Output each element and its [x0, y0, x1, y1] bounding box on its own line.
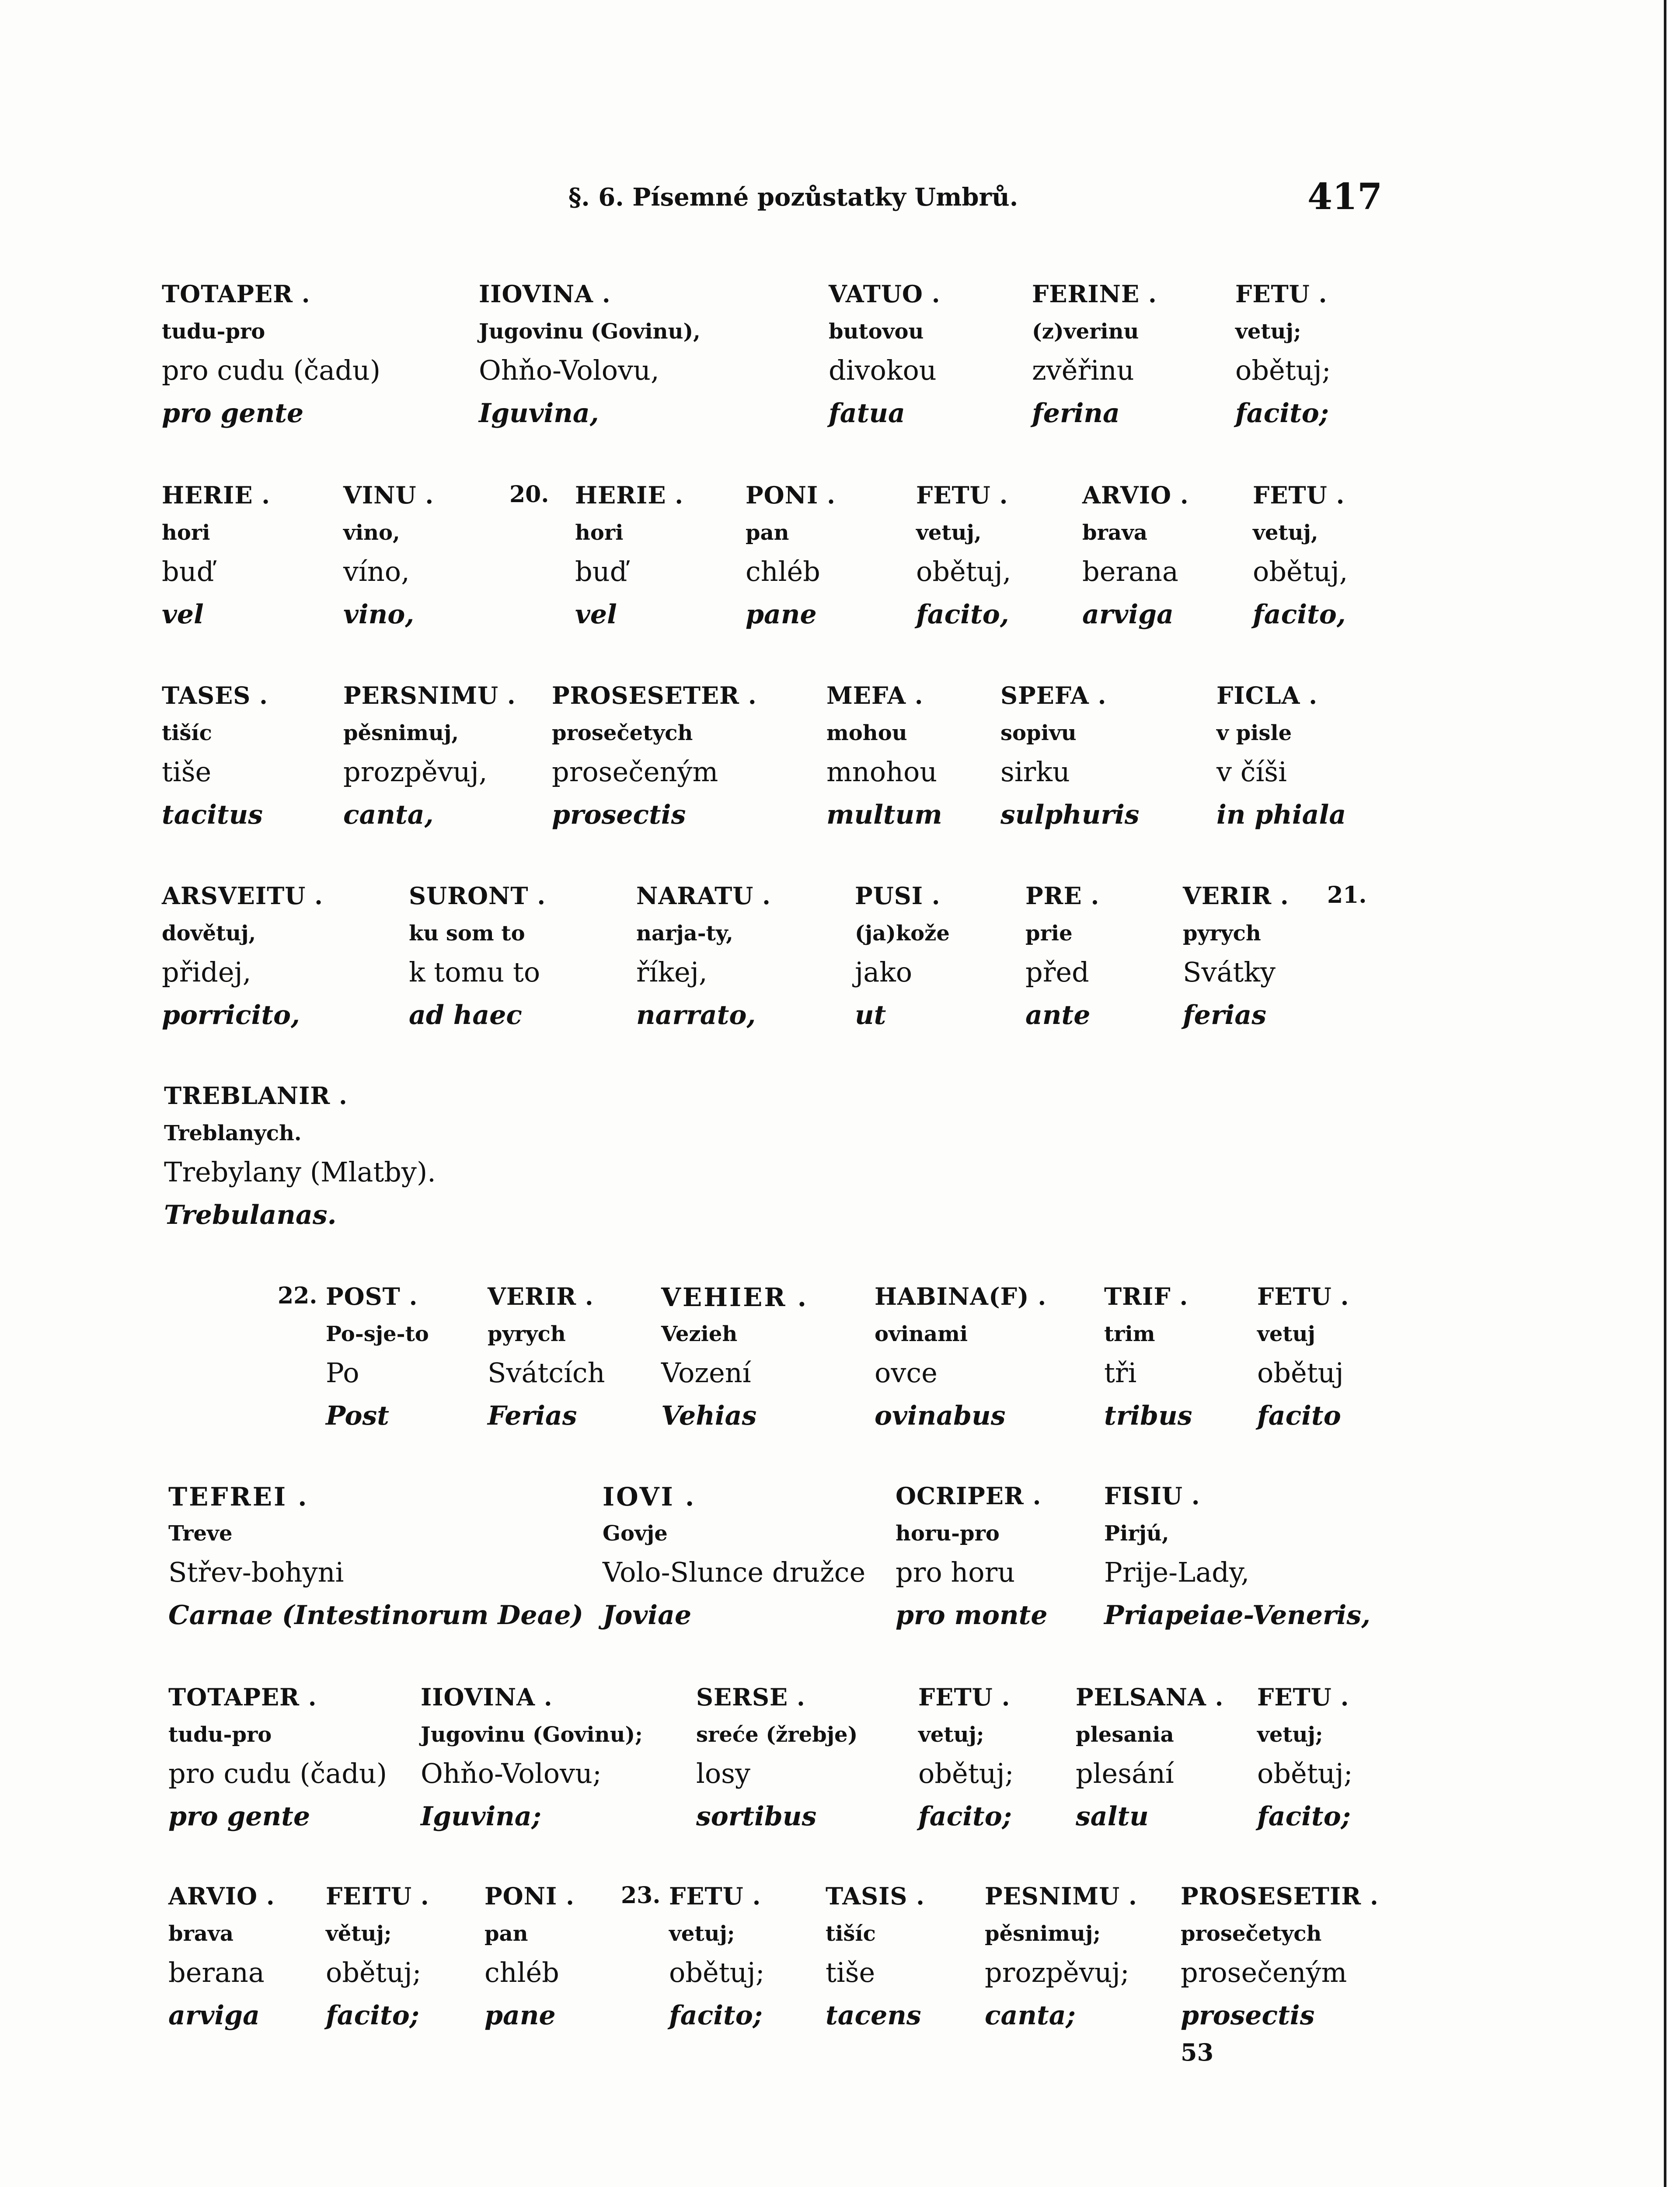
umbrian-word: TASES . — [162, 681, 268, 709]
czech-translation: berana — [168, 1956, 265, 1988]
czech-translation: říkej, — [636, 956, 708, 988]
czech-translation: tiše — [826, 1956, 875, 1988]
transliteration: tudu-pro — [162, 319, 265, 344]
czech-translation: Po — [326, 1357, 359, 1389]
latin-translation: fatua — [829, 398, 905, 429]
czech-translation: Trebylany (Mlatby). — [164, 1156, 436, 1188]
latin-translation: facito; — [1235, 398, 1329, 429]
czech-translation: losy — [696, 1757, 750, 1789]
transliteration: pyrych — [1183, 921, 1261, 946]
czech-translation: plesání — [1076, 1757, 1174, 1789]
czech-translation: prozpěvuj, — [343, 756, 488, 788]
transliteration: pan — [746, 521, 789, 545]
umbrian-word: TEFREI . — [168, 1482, 309, 1512]
latin-translation: multum — [826, 800, 942, 830]
umbrian-word: FISIU . — [1104, 1482, 1200, 1510]
transliteration: sreće (žrebje) — [696, 1722, 858, 1747]
umbrian-word: IOVI . — [603, 1482, 696, 1512]
umbrian-word: FETU . — [669, 1882, 761, 1910]
transliteration: Treblanych. — [164, 1121, 302, 1146]
umbrian-word: PESNIMU . — [985, 1882, 1137, 1910]
latin-translation: Post — [326, 1401, 390, 1431]
umbrian-word: ARVIO . — [168, 1882, 275, 1910]
umbrian-word: MEFA . — [826, 681, 924, 709]
umbrian-word: FICLA . — [1216, 681, 1318, 709]
transliteration: Pirjú, — [1104, 1521, 1169, 1546]
latin-translation: tacens — [826, 2000, 921, 2031]
czech-translation: chléb — [484, 1956, 559, 1988]
umbrian-word: VINU . — [343, 481, 434, 509]
latin-translation: sulphuris — [1000, 800, 1140, 830]
czech-translation: chléb — [746, 555, 820, 587]
latin-translation: Carnae (Intestinorum Deae) — [168, 1600, 583, 1631]
latin-translation: pane — [746, 599, 817, 630]
printer-signature-mark: 53 — [1181, 2038, 1214, 2066]
verse-number: 22. — [278, 1282, 317, 1309]
latin-translation: ovinabus — [875, 1401, 1006, 1431]
transliteration: (ja)kože — [855, 921, 950, 946]
transliteration: hori — [575, 521, 624, 545]
umbrian-word: TREBLANIR . — [164, 1082, 348, 1110]
transliteration: vetuj, — [916, 521, 982, 545]
latin-translation: ut — [855, 1000, 886, 1031]
latin-translation: Iguvina; — [421, 1801, 541, 1832]
transliteration: prosečetych — [552, 721, 693, 745]
running-header: §. 6. Písemné pozůstatky Umbrů. — [568, 183, 1018, 212]
czech-translation: tři — [1104, 1357, 1137, 1389]
latin-translation: ante — [1025, 1000, 1091, 1031]
verse-number: 23. — [621, 1882, 661, 1909]
latin-translation: pro gente — [168, 1801, 310, 1832]
umbrian-word: PELSANA . — [1076, 1683, 1224, 1711]
latin-translation: arviga — [1082, 599, 1174, 630]
latin-translation: facito, — [916, 599, 1009, 630]
transliteration: vetuj; — [1257, 1722, 1323, 1747]
czech-translation: tiše — [162, 756, 212, 788]
transliteration: vetuj; — [669, 1921, 735, 1946]
czech-translation: mnohou — [826, 756, 938, 788]
umbrian-word: FETU . — [1257, 1282, 1349, 1310]
transliteration: vino, — [343, 521, 400, 545]
latin-translation: ad haec — [409, 1000, 522, 1031]
transliteration: trim — [1104, 1322, 1155, 1346]
transliteration: hori — [162, 521, 210, 545]
latin-translation: vel — [575, 599, 617, 630]
latin-translation: vel — [162, 599, 204, 630]
latin-translation: pane — [484, 2000, 556, 2031]
latin-translation: facito; — [326, 2000, 419, 2031]
transliteration: plesania — [1076, 1722, 1174, 1747]
page-edge — [1664, 0, 1666, 2187]
latin-translation: vino, — [343, 599, 415, 630]
transliteration: horu-pro — [896, 1521, 1000, 1546]
czech-translation: buď — [162, 555, 214, 587]
transliteration: Treve — [168, 1521, 233, 1546]
transliteration: pěsnimuj; — [985, 1921, 1101, 1946]
czech-translation: pro cudu (čadu) — [162, 354, 381, 386]
latin-translation: Ferias — [488, 1401, 577, 1431]
latin-translation: in phiala — [1216, 800, 1346, 830]
umbrian-word: TASIS . — [826, 1882, 925, 1910]
transliteration: pan — [484, 1921, 528, 1946]
latin-translation: canta; — [985, 2000, 1076, 2031]
umbrian-word: FETU . — [918, 1683, 1011, 1711]
umbrian-word: HERIE . — [162, 481, 271, 509]
latin-translation: narrato, — [636, 1000, 756, 1031]
czech-translation: v číši — [1216, 756, 1287, 788]
transliteration: Vezieh — [661, 1322, 738, 1346]
latin-translation: sortibus — [696, 1801, 817, 1832]
czech-translation: pro horu — [896, 1556, 1015, 1588]
czech-translation: obětuj — [1257, 1357, 1344, 1389]
transliteration: narja-ty, — [636, 921, 733, 946]
czech-translation: obětuj; — [1257, 1757, 1353, 1789]
czech-translation: prosečeným — [552, 756, 718, 788]
umbrian-word: VATUO . — [829, 280, 941, 308]
umbrian-word: PRE . — [1025, 882, 1100, 910]
latin-translation: pro monte — [896, 1600, 1048, 1631]
czech-translation: jako — [855, 956, 913, 988]
umbrian-word: PONI . — [484, 1882, 575, 1910]
transliteration: tišíc — [162, 721, 212, 745]
latin-translation: canta, — [343, 800, 434, 830]
umbrian-word: HABINA(F) . — [875, 1282, 1047, 1310]
umbrian-word: TRIF . — [1104, 1282, 1189, 1310]
transliteration: sopivu — [1000, 721, 1077, 745]
umbrian-word: FETU . — [1257, 1683, 1349, 1711]
transliteration: pěsnimuj, — [343, 721, 459, 745]
umbrian-word: IIOVINA . — [421, 1683, 553, 1711]
umbrian-word: VEHIER . — [661, 1282, 808, 1312]
umbrian-word: NARATU . — [636, 882, 771, 910]
czech-translation: divokou — [829, 354, 937, 386]
latin-translation: tribus — [1104, 1401, 1192, 1431]
umbrian-word: PONI . — [746, 481, 836, 509]
umbrian-word: SPEFA . — [1000, 681, 1107, 709]
transliteration: tišíc — [826, 1921, 876, 1946]
czech-translation: obětuj; — [326, 1956, 422, 1988]
transliteration: ku som to — [409, 921, 525, 946]
umbrian-word: FETU . — [1253, 481, 1345, 509]
czech-translation: víno, — [343, 555, 410, 587]
latin-translation: facito; — [1257, 1801, 1351, 1832]
transliteration: dovětuj, — [162, 921, 256, 946]
transliteration: pyrych — [488, 1322, 566, 1346]
czech-translation: obětuj; — [669, 1956, 765, 1988]
umbrian-word: SERSE . — [696, 1683, 805, 1711]
umbrian-word: FERINE . — [1032, 280, 1157, 308]
czech-translation: k tomu to — [409, 956, 540, 988]
umbrian-word: TOTAPER . — [168, 1683, 317, 1711]
latin-translation: porricito, — [162, 1000, 300, 1031]
umbrian-word: FETU . — [1235, 280, 1328, 308]
latin-translation: ferina — [1032, 398, 1120, 429]
czech-translation: před — [1025, 956, 1089, 988]
transliteration: ovinami — [875, 1322, 968, 1346]
umbrian-word: POST . — [326, 1282, 418, 1310]
transliteration: mohou — [826, 721, 907, 745]
transliteration: vetuj; — [918, 1722, 984, 1747]
transliteration: v pisle — [1216, 721, 1292, 745]
umbrian-word: PUSI . — [855, 882, 941, 910]
czech-translation: pro cudu (čadu) — [168, 1757, 387, 1789]
czech-translation: buď — [575, 555, 627, 587]
latin-translation: prosectis — [552, 800, 686, 830]
umbrian-word: ARVIO . — [1082, 481, 1189, 509]
umbrian-word: PERSNIMU . — [343, 681, 516, 709]
verse-number: 20. — [509, 481, 549, 508]
transliteration: větuj; — [326, 1921, 392, 1946]
czech-translation: Vození — [661, 1357, 751, 1389]
latin-translation: Iguvina, — [479, 398, 599, 429]
umbrian-word: HERIE . — [575, 481, 684, 509]
transliteration: tudu-pro — [168, 1722, 272, 1747]
latin-translation: Vehias — [661, 1401, 757, 1431]
umbrian-word: OCRIPER . — [896, 1482, 1042, 1510]
umbrian-word: VERIR . — [488, 1282, 594, 1310]
latin-translation: tacitus — [162, 800, 263, 830]
transliteration: brava — [168, 1921, 234, 1946]
czech-translation: sirku — [1000, 756, 1070, 788]
czech-translation: Střev-bohyni — [168, 1556, 344, 1588]
umbrian-word: ARSVEITU . — [162, 882, 323, 910]
verse-number: 21. — [1327, 882, 1367, 908]
transliteration: Po-sje-to — [326, 1322, 429, 1346]
latin-translation: saltu — [1076, 1801, 1149, 1832]
czech-translation: prozpěvuj; — [985, 1956, 1129, 1988]
umbrian-word: FEITU . — [326, 1882, 429, 1910]
czech-translation: Svátcích — [488, 1357, 605, 1389]
latin-translation: Trebulanas. — [164, 1200, 337, 1230]
czech-translation: ovce — [875, 1357, 938, 1389]
czech-translation: přidej, — [162, 956, 251, 988]
umbrian-word: PROSESETER . — [552, 681, 757, 709]
umbrian-word: SURONT . — [409, 882, 546, 910]
latin-translation: ferias — [1183, 1000, 1267, 1031]
latin-translation: Priapeiae-Veneris, — [1104, 1600, 1370, 1631]
umbrian-word: IIOVINA . — [479, 280, 611, 308]
czech-translation: Ohňo-Volovu, — [479, 354, 659, 386]
czech-translation: Prije-Lady, — [1104, 1556, 1250, 1588]
czech-translation: zvěřinu — [1032, 354, 1134, 386]
czech-translation: obětuj; — [918, 1757, 1014, 1789]
czech-translation: Svátky — [1183, 956, 1276, 988]
transliteration: vetuj — [1257, 1322, 1315, 1346]
latin-translation: Joviae — [603, 1600, 692, 1631]
transliteration: prosečetych — [1181, 1921, 1322, 1946]
latin-translation: pro gente — [162, 398, 304, 429]
czech-translation: berana — [1082, 555, 1178, 587]
latin-translation: facito; — [669, 2000, 763, 2031]
latin-translation: prosectis — [1181, 2000, 1315, 2031]
transliteration: Jugovinu (Govinu), — [479, 319, 701, 344]
czech-translation: obětuj, — [1253, 555, 1348, 587]
transliteration: vetuj, — [1253, 521, 1318, 545]
transliteration: (z)verinu — [1032, 319, 1139, 344]
umbrian-word: FETU . — [916, 481, 1008, 509]
latin-translation: facito; — [918, 1801, 1012, 1832]
umbrian-word: PROSESETIR . — [1181, 1882, 1379, 1910]
czech-translation: Volo-Slunce družce — [603, 1556, 866, 1588]
transliteration: prie — [1025, 921, 1073, 946]
transliteration: vetuj; — [1235, 319, 1301, 344]
czech-translation: Ohňo-Volovu; — [421, 1757, 602, 1789]
transliteration: Jugovinu (Govinu); — [421, 1722, 643, 1747]
umbrian-word: TOTAPER . — [162, 280, 310, 308]
czech-translation: obětuj; — [1235, 354, 1331, 386]
transliteration: Govje — [603, 1521, 668, 1546]
transliteration: brava — [1082, 521, 1147, 545]
czech-translation: obětuj, — [916, 555, 1011, 587]
transliteration: butovou — [829, 319, 924, 344]
czech-translation: prosečeným — [1181, 1956, 1347, 1988]
page-number: 417 — [1307, 176, 1383, 218]
umbrian-word: VERIR . — [1183, 882, 1289, 910]
latin-translation: arviga — [168, 2000, 260, 2031]
latin-translation: facito — [1257, 1401, 1341, 1431]
latin-translation: facito, — [1253, 599, 1346, 630]
